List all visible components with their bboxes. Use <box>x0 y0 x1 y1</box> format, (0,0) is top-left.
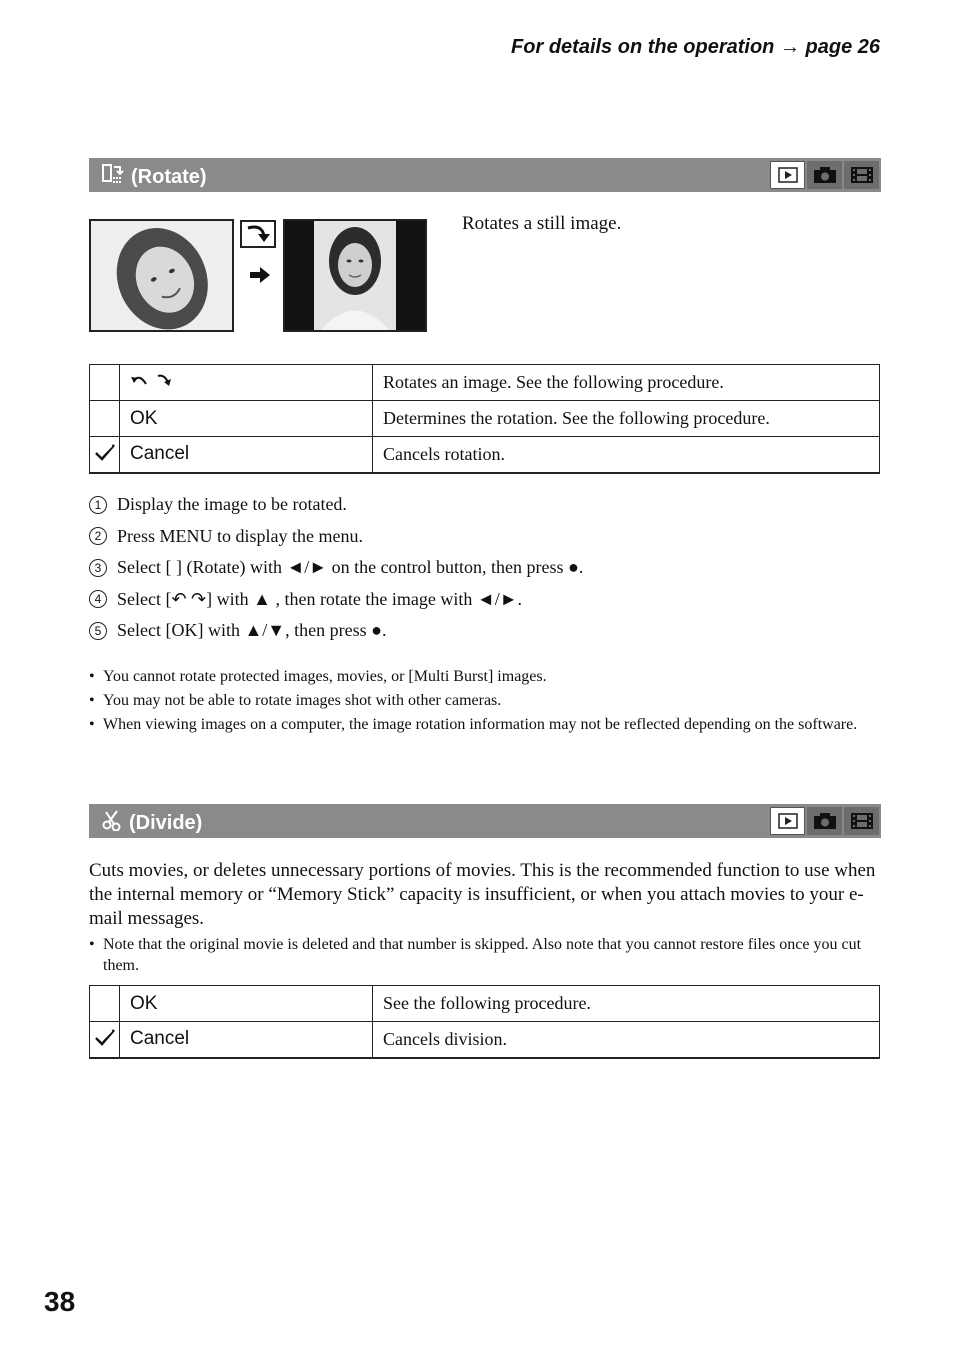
divide-notes <box>89 934 879 979</box>
rotate-arrows-icon <box>130 374 174 395</box>
option-label: Cancel <box>120 437 373 473</box>
table-row[interactable] <box>90 365 880 401</box>
page-reference: For details on the operation → page 26 <box>511 36 880 58</box>
rotate-steps <box>89 489 583 647</box>
divide-title: (Divide) <box>129 811 203 834</box>
rotate-section-header <box>89 158 881 192</box>
playback-mode-icon <box>770 161 805 189</box>
checkmark-icon <box>94 1030 116 1050</box>
camera-mode-icon <box>807 807 842 835</box>
list-item: • You cannot rotate protected images, movies, or [Multi Burst] images. <box>89 666 879 687</box>
right-arrow-icon <box>248 265 272 290</box>
rotate-options-table <box>89 364 880 474</box>
table-row[interactable] <box>90 986 880 1022</box>
movie-mode-icon <box>844 161 879 189</box>
step-text: Display the image to be rotated. <box>117 494 347 515</box>
step-text: Press MENU to display the menu. <box>117 525 363 546</box>
option-label: Cancel <box>120 1022 373 1058</box>
page-number: 38 <box>44 1286 76 1317</box>
rotate-title: (Rotate) <box>131 165 207 188</box>
divide-description: Cuts movies, or deletes unnecessary portions of movies. This is the recommended function to use when the internal memory or “Memory Stick” capacity is insufficient, or when you attach movies to your e-mail messages. <box>89 860 876 929</box>
step-number: 2 <box>89 527 107 545</box>
table-row[interactable] <box>90 437 880 473</box>
step-text: Select [ ] (Rotate) with ◄/► on the control button, then press ●. <box>117 557 584 578</box>
list-item <box>89 552 583 584</box>
list-item: • Note that the original movie is deleted and that number is skipped. Also note that you cannot restore files once you cut them. <box>89 934 879 976</box>
option-explanation: See the following procedure. <box>373 986 880 1022</box>
step-text: Select [↶ ↷] with ▲ , then rotate the image with ◄/►. <box>117 588 523 609</box>
option-explanation: Cancels division. <box>373 1022 880 1058</box>
step-number: 5 <box>89 622 107 640</box>
movie-mode-icon <box>844 807 879 835</box>
checkmark-icon <box>94 445 116 465</box>
list-item <box>89 521 583 553</box>
step-text: Select [OK] with ▲/▼, then press ●. <box>117 620 387 641</box>
divide-section-header <box>89 804 881 838</box>
rotate-icon <box>101 163 125 191</box>
step-number: 4 <box>89 590 107 608</box>
option-label: OK <box>120 986 373 1022</box>
rotated-portrait-photo <box>283 219 427 332</box>
step-number: 3 <box>89 559 107 577</box>
camera-mode-icon <box>807 161 842 189</box>
list-item: • You may not be able to rotate images shot with other cameras. <box>89 690 879 711</box>
rotate-description: Rotates a still image. <box>462 213 622 234</box>
list-item <box>89 489 583 521</box>
list-item <box>89 584 583 616</box>
rotate-notes <box>89 666 879 738</box>
divide-options-table <box>89 985 880 1059</box>
table-row[interactable] <box>90 1022 880 1058</box>
option-explanation: Cancels rotation. <box>373 437 880 473</box>
list-item: • When viewing images on a computer, the image rotation information may not be reflected depending on the software. <box>89 714 879 735</box>
step-number: 1 <box>89 496 107 514</box>
tilted-portrait-photo <box>89 219 234 332</box>
playback-mode-icon <box>770 807 805 835</box>
rotate-clockwise-icon <box>240 220 276 248</box>
option-label: OK <box>120 401 373 437</box>
table-row[interactable] <box>90 401 880 437</box>
option-explanation: Rotates an image. See the following procedure. <box>373 365 880 401</box>
option-explanation: Determines the rotation. See the following procedure. <box>373 401 880 437</box>
list-item <box>89 615 583 647</box>
scissors-icon <box>101 809 123 837</box>
